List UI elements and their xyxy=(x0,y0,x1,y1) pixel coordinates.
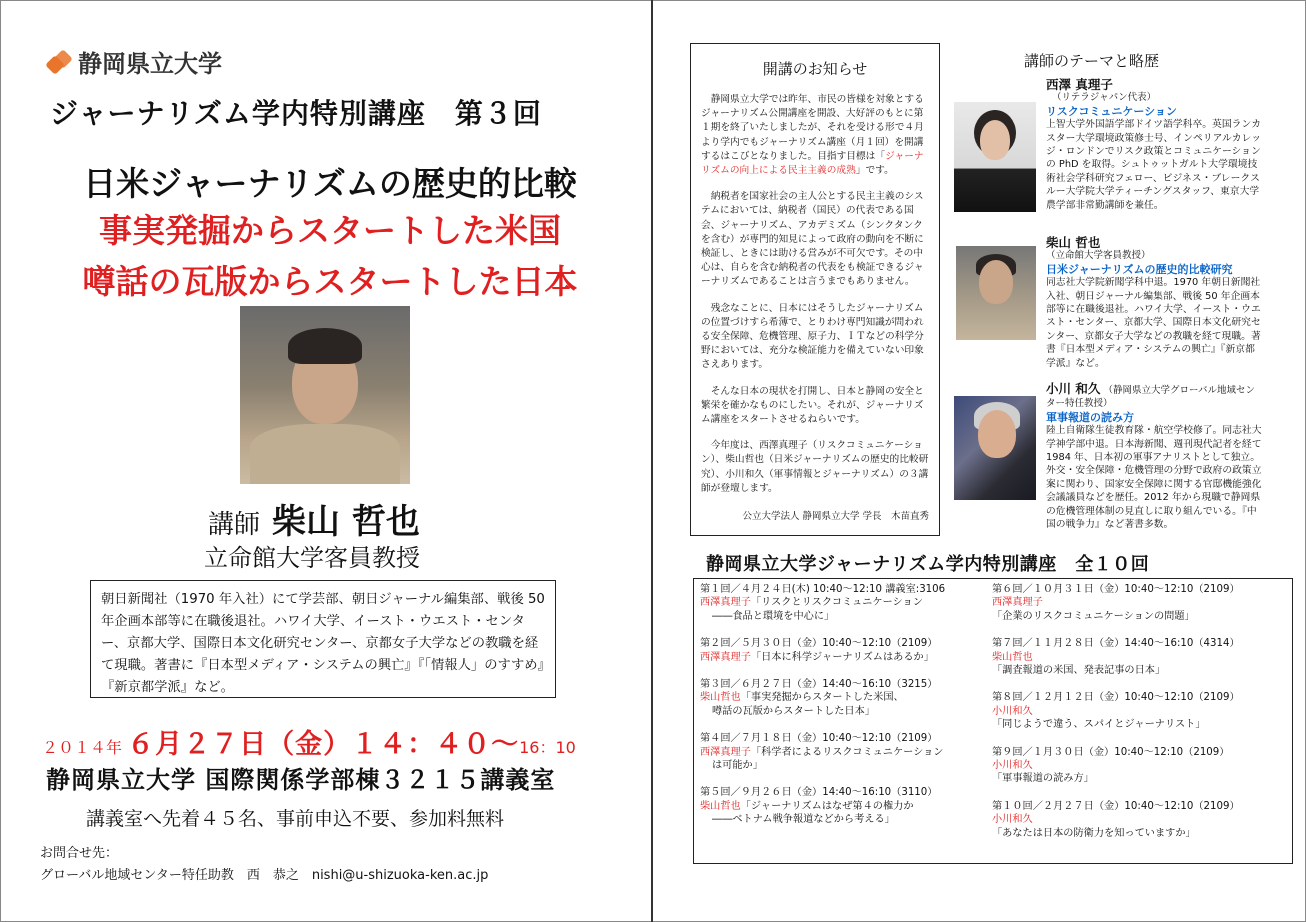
date-main: ６月２７日（金）１４：４０～ xyxy=(127,729,520,760)
lecturer-photo-nishizawa xyxy=(954,102,1036,212)
schedule-item: 第７回／１１月２８日（金）14:40～16:10（4314） 柴山哲也 「調査報道の米国、発表記事の日本」 xyxy=(992,638,1240,677)
subtitle-red-1: 事実発掘からスタートした米国 xyxy=(99,211,561,250)
lecturer-org: （静岡県立大学グローバル地域センター特任教授） xyxy=(1046,385,1256,410)
schedule-item: 第８回／１２月１２日（金）10:40～12:10（2109） 小川和久 「同じようで違う、スパイとジャーナリスト」 xyxy=(992,692,1240,731)
schedule-item: 第１回／４月２４日(木) 10:40～12:10 講義室:3106 西澤真理子「リスクとリスクコミュニケーション ――食品と環境を中心に」 xyxy=(700,584,946,622)
lecturer-affiliation: 立命館大学客員教授 xyxy=(204,544,420,572)
notice-paragraph-2: 納税者を国家社会の主人公とする民主主義のシステムにおいては、納税者（国民）の代表である国会、ジャーナリズム、アカデミズム（シンクタンクを含む）が専門的知見によって政府の動向を不断に検証し、ときには助ける営みが不可欠です。その中心は、自らを含む納税者の代表をも検証できるジャーナリズムであることは言うまでもありません。 xyxy=(701,191,924,288)
lecturer-name: 柴山 哲也 xyxy=(272,502,420,542)
schedule-item: 第９回／１月３０日（金）10:40～12:10（2109） 小川和久 「軍事報道の読み方」 xyxy=(992,746,1230,785)
schedule-item: 第１０回／２月２７日（金）10:40～12:10（2109） 小川和久 「あなたは日本の防衛力を知っていますか」 xyxy=(992,800,1240,839)
contact-label: お問合せ先： xyxy=(40,846,119,861)
notice-paragraph-1: 静岡県立大学では昨年、市民の皆様を対象とするジャーナリズム公開講座を開設、大好評のもとに第１期を終了いたしましたが、それを受ける形で４月より学内でもジャーナリズム講座（月１回）を開講するはこびとなりました。目指す目標は「ジャーナリズムの向上による民主主義の成熟」です。 xyxy=(701,94,924,177)
notice-goal: ジャーナリズムの向上による民主主義の成熟 xyxy=(701,150,924,177)
lecturer-org: （リテラジャパン代表） xyxy=(1052,92,1157,104)
schedule-column-right xyxy=(992,583,1290,854)
schedule-title: 静岡県立大学ジャーナリズム学内特別講座 全１０回 xyxy=(706,554,1150,575)
notice-signature: 公立大学法人 静岡県立大学 学長 木苗直秀 xyxy=(742,511,929,523)
lecturer-bio: 陸上自衛隊生徒教育隊・航空学校修了。同志社大学神学部中退。日本海新聞、週刊現代記者を経て 1984 年、日本初の軍事アナリストとして独立。外交・安全保障・危機管理の分野で政府の政策立案に関わり、国家安全保障に関する官邸機能強化会議議員などを歴任。2012 年から現職で静岡県の危機管理体制の見直しに取り組んでいる。『中国の戦争力』など著書多数。 xyxy=(1046,425,1262,531)
notice-box xyxy=(690,43,940,536)
page-divider xyxy=(651,0,653,922)
lecturer-bio: 同志社大学院新聞学科中退。1970 年朝日新聞社入社、朝日ジャーナル編集部、戦後 50 年企画本部等に在職後退社。ハワイ大学、イースト・ウエスト・センター、京都大学、国際日本文化研究センター、京都女子大学などの教職を経て現職。著書『日本型メディア・システムの興亡』『新京都学派』など。 xyxy=(1046,277,1261,369)
event-date xyxy=(42,722,576,761)
lecturer-name: 西澤 真理子 xyxy=(1046,77,1113,92)
lecturer-bio: 上智大学外国語学部ドイツ語学科卒。英国ランカスター大学環境政策修士号、インペリアルカレッジ・ロンドンでリスク政策とコミュニケーションの PhD を取得。シュトゥットガルト大学環境技術社会学科研究フェロー、ビジネス・ブレークスルー大学院大学ティーチングスタッフ、東京大学農学部非常勤講師を兼任。 xyxy=(1046,119,1262,211)
contact-detail[interactable]: グローバル地域センター特任助教 西 恭之 nishi@u-shizuoka-ken.ac.jp xyxy=(40,868,489,883)
lecturer-entry-shibayama xyxy=(1046,236,1264,370)
lecturer-bio-box: 朝日新聞社（1970 年入社）にて学芸部、朝日ジャーナル編集部、戦後 50 年企画本部等に在職後退社。ハワイ大学、イースト・ウエスト・センター、京都大学、国際日本文化研究センター、京都女子大学などの教職を経て現職。著書に『日本型メディア・システムの興亡』『「情報人」のすすめ』『新京都学派』など。 xyxy=(90,580,556,698)
series-title: ジャーナリズム学内特別講座 第３回 xyxy=(50,97,542,130)
date-end: 16：10 xyxy=(519,738,576,757)
schedule-item: 第５回／９月２６日（金）14:40～16:10（3110） 柴山哲也「ジャーナリズムはなぜ第４の権力か ――ベトナム戦争報道などから考える」 xyxy=(700,787,938,826)
schedule-item: 第３回／６月２７日（金）14:40～16:10（3215） 柴山哲也「事実発掘からスタートした米国、 噂話の瓦版からスタートした日本」 xyxy=(700,679,938,717)
logo-text: 静岡県立大学 xyxy=(78,50,222,78)
lecturer-heading xyxy=(208,494,420,543)
logo-mark-icon xyxy=(44,48,72,76)
lecturer-prefix: 講師 xyxy=(208,510,261,540)
lecturer-theme: リスクコミュニケーション xyxy=(1046,104,1177,118)
event-note: 講義室へ先着４５名、事前申込不要、参加料無料 xyxy=(86,808,505,830)
event-venue: 静岡県立大学 国際関係学部棟３２１５講義室 xyxy=(46,766,556,794)
date-year: ２０１４年 xyxy=(42,738,123,757)
schedule-item: 第２回／５月３０日（金）10:40～12:10（2109） 西澤真理子「日本に科学ジャーナリズムはあるか」 xyxy=(700,638,938,663)
lecturer-photo-ogawa xyxy=(954,396,1036,500)
notice-paragraph-4: そんな日本の現状を打開し、日本と静岡の安全と繁栄を確かなものにしたい。それが、ジャーナリズム講座をスタートさせるねらいです。 xyxy=(701,385,924,426)
lecturer-photo xyxy=(240,306,410,484)
lecturer-org: （立命館大学客員教授） xyxy=(1046,250,1151,262)
schedule-item: 第６回／１０月３１日（金）10:40～12:10（2109） 西澤真理子 「企業のリスクコミュニケーションの問題」 xyxy=(992,584,1240,622)
lecturer-entry-ogawa xyxy=(1046,382,1264,531)
themes-title: 講師のテーマと略歴 xyxy=(1024,52,1160,70)
lecturer-entry-nishizawa xyxy=(1046,78,1264,212)
subtitle-red-2: 噂話の瓦版からスタートした日本 xyxy=(82,262,578,301)
main-title: 日米ジャーナリズムの歴史的比較 xyxy=(83,164,577,203)
lecturer-photo-shibayama xyxy=(956,246,1036,340)
schedule-column-left xyxy=(700,583,990,841)
schedule-table xyxy=(693,578,1293,864)
university-logo xyxy=(44,44,222,79)
schedule-item: 第４回／７月１８日（金）10:40～12:10（2109） 西澤真理子「科学者によるリスクコミュニケーション は可能か」 xyxy=(700,733,944,772)
notice-paragraph-3: 残念なことに、日本にはそうしたジャーナリズムの位置づけすら希薄で、とりわけ専門知識が問われる安全保障、危機管理、原子力、ＩＴなどの科学分野においては、充分な検証能力を備えていない印象さえあります。 xyxy=(701,302,924,371)
lecturer-name: 柴山 哲也 xyxy=(1046,235,1101,250)
lecturer-theme: 日米ジャーナリズムの歴史的比較研究 xyxy=(1046,262,1233,276)
notice-title: 開講のお知らせ xyxy=(762,60,868,78)
lecturer-name: 小川 和久 xyxy=(1046,381,1101,396)
lecturer-theme: 軍事報道の読み方 xyxy=(1046,410,1134,424)
notice-paragraph-5: 今年度は、西澤真理子（リスクコミュニケーション）、柴山哲也（日米ジャーナリズムの歴史的比較研究）、小川和久（軍事情報とジャーナリズム）の３講師が登壇します。 xyxy=(701,440,929,494)
